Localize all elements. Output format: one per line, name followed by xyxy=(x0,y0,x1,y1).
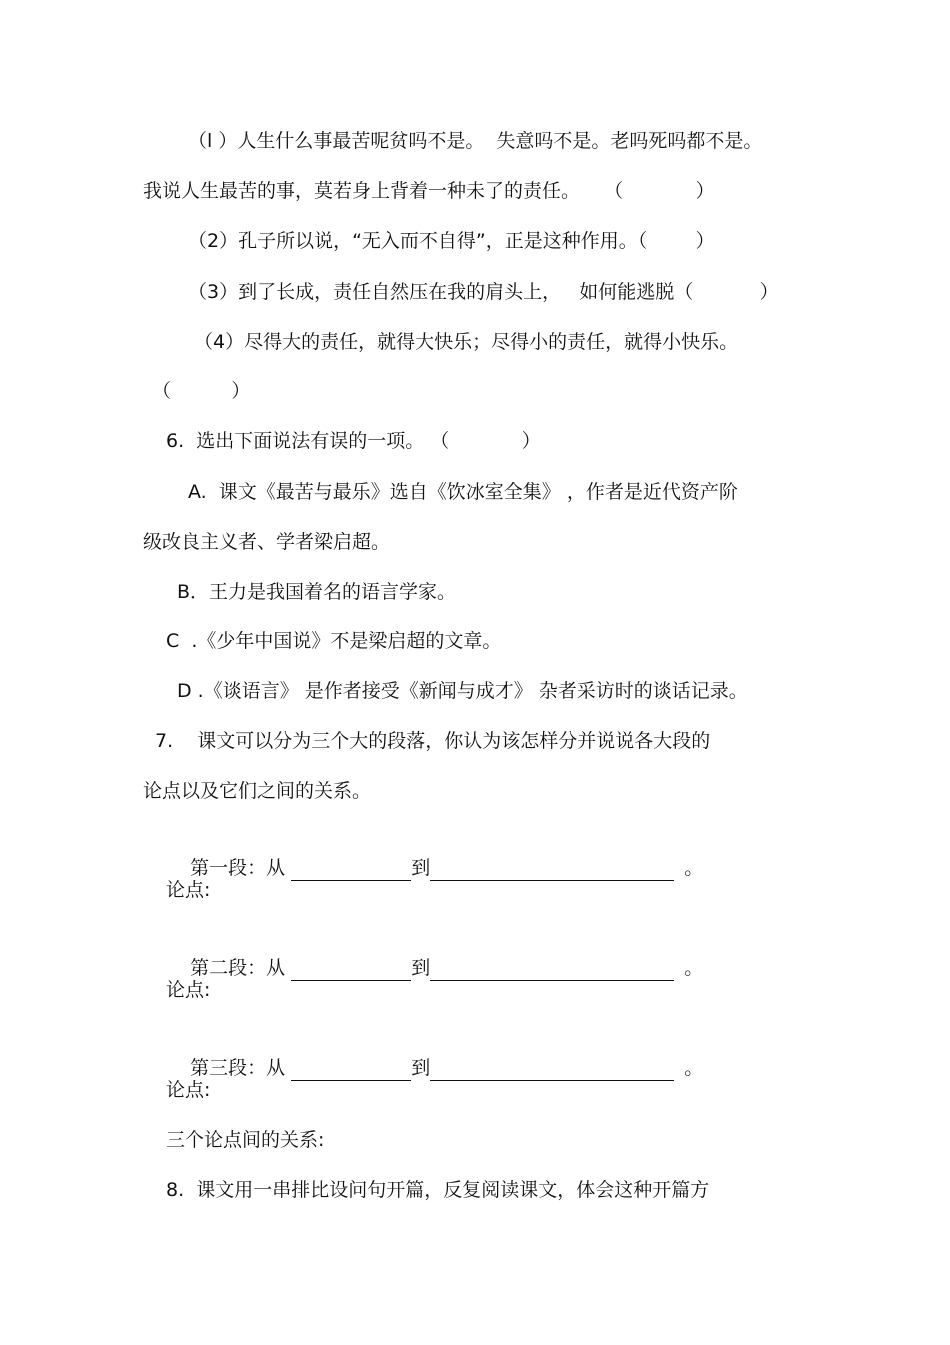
q7-segment-1-row xyxy=(166,829,703,907)
q6-stem: 6. 选出下面说法有误的一项。 （ ） xyxy=(166,430,541,452)
blank-to[interactable] xyxy=(430,960,674,981)
q7-point-1: 论点: xyxy=(166,879,211,901)
segment-label: 第二段：从 xyxy=(190,957,286,979)
q5-item3: （3）到了长成，责任自然压在我的肩头上， 如何能逃脱（ ） xyxy=(188,281,779,303)
q5-item1-line1: （l ）人生什么事最苦呢贫吗不是。 失意吗不是。老吗死吗都不是。 xyxy=(188,130,763,152)
to-word: 到 xyxy=(411,857,431,879)
q5-item4-line2: （ ） xyxy=(152,380,251,402)
q7-stem-line2: 论点以及它们之间的关系。 xyxy=(143,780,372,802)
to-word: 到 xyxy=(411,957,431,979)
segment-label: 第一段：从 xyxy=(190,857,286,879)
to-word: 到 xyxy=(411,1057,431,1079)
q5-item1-line2: 我说人生最苦的事，莫若身上背着一种未了的责任。 （ ） xyxy=(143,180,715,202)
q7-segment-2-row xyxy=(166,929,703,1007)
blank-to[interactable] xyxy=(430,1060,674,1081)
blank-from[interactable] xyxy=(291,1060,411,1081)
blank-to[interactable] xyxy=(430,860,674,881)
q7-stem-line1: 7. 课文可以分为三个大的段落，你认为该怎样分并说说各大段的 xyxy=(155,730,711,752)
blank-from[interactable] xyxy=(291,860,411,881)
q7-relation: 三个论点间的关系: xyxy=(166,1129,325,1151)
end-mark: 。 xyxy=(684,1057,704,1079)
segment-label: 第三段：从 xyxy=(190,1057,286,1079)
q6-option-a-line1: A. 课文《最苦与最乐》选自《饮冰室全集》 ，作者是近代资产阶 xyxy=(188,481,738,503)
q5-item4-line1: （4）尽得大的责任，就得大快乐；尽得小的责任，就得小快乐。 xyxy=(194,331,739,353)
q7-segment-3-row xyxy=(166,1029,703,1107)
end-mark: 。 xyxy=(684,857,704,879)
q5-item2: （2）孔子所以说，“无入而不自得”，正是这种作用。（ ） xyxy=(188,230,715,252)
q6-option-c: C .《少年中国说》不是梁启超的文章。 xyxy=(166,630,502,652)
q7-point-2: 论点: xyxy=(166,979,211,1001)
q8-stem-line1: 8. 课文用一串排比设问句开篇，反复阅读课文，体会这种开篇方 xyxy=(166,1179,710,1201)
end-mark: 。 xyxy=(684,957,704,979)
q6-option-d: D .《谈语言》 是作者接受《新闻与成才》 杂者采访时的谈话记录。 xyxy=(177,680,748,702)
blank-from[interactable] xyxy=(291,960,411,981)
q6-option-b: B．王力是我国着名的语言学家。 xyxy=(177,581,457,603)
q7-point-3: 论点: xyxy=(166,1079,211,1101)
q6-option-a-line2: 级改良主义者、学者梁启超。 xyxy=(143,531,391,553)
